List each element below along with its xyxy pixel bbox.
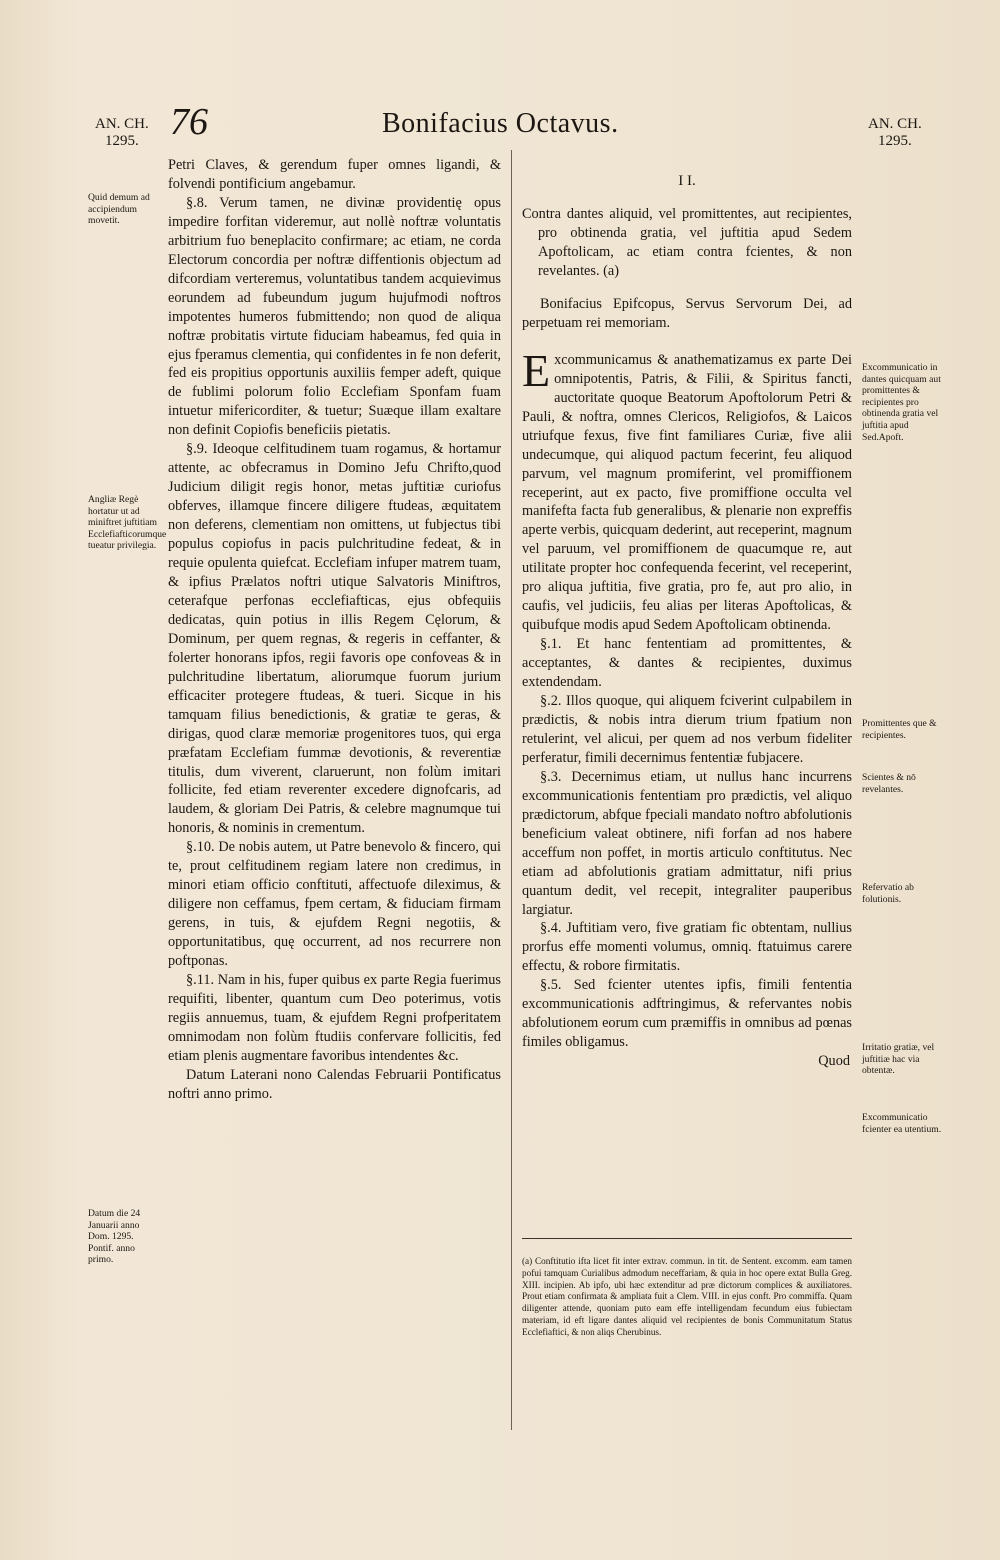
an-ch-label: AN. CH.	[95, 116, 149, 132]
margin-note-right: Excommunicatio fcienter ea utentium.	[862, 1112, 942, 1135]
page-number: 76	[170, 101, 208, 143]
margin-note-right: Irritatio gratiæ, vel juftitiæ hac via obtentæ.	[862, 1042, 935, 1077]
paragraph: §.11. Nam in his, fuper quibus ex parte Regia fuerimus requifiti, libenter, quantum cum Deo poterimus, votis regiis annuemus, tuam, & ejufdem Regni profperitatem omnimodam non folùm ftudiis confervare follicitis, fed etiam plenis augmentare favoribus intendentes &c.	[168, 971, 501, 1064]
left-text-column	[168, 156, 501, 1104]
paragraph: §.5. Sed fcienter utentes ipfis, fimili fententia excommunicationis adftringimus, & refervantes nobis abfolutionem eorum cum præmiffis in omnibus ad pœnas fimiles obligamus.	[522, 977, 852, 1051]
paragraph: §.4. Juftitiam vero, five gratiam fic obtentam, nullius prorfus effe momenti volumus, omniq. ftatuimus carere effectu, & robore firmitatis.	[522, 920, 852, 975]
running-title: Bonifacius Octavus.	[382, 108, 619, 139]
page-header	[0, 98, 1000, 158]
paragraph: Excommunicamus & anathematizamus ex parte Dei omnipotentis, Patris, & Filii, & Spiritus fancti, auctoritate quoque Beatorum Apoftolorum Petri & Pauli, & noftra, omnes Clericos, Religiofos, & Laicos utriufque fexus, five fint familiares Curiæ, five alii undecumque, qui aliquod pactum fecerint, feu aliquod parvum, vel magnum promiferint, vel promiffionem receperint, aut ex pacto, five promiffione occulta vel manifefta facta fub generalibus, & plenarie non expreffis aperte verbis, quicquam dederint, aut receperint, magnum vel paruum, vel promiffionem de quacumque re, aut utilitate propter hoc confequenda fecerint, vel receperint, pro aliqua juftitia, five gratia, pro fe, aut pro alio, in caufis, vel judiciis, feu alias per literas Apoftolicas, & quibufque modis apud Sedem Apoftolicam obtinenda.	[522, 344, 852, 634]
margin-note-right: Refervatio ab folutionis.	[862, 882, 914, 905]
margin-note-left: Quid demum ad accipiendum movetit.	[88, 192, 150, 227]
salutation: Bonifacius Epifcopus, Servus Servorum Dei, ad perpetuam rei memoriam.	[522, 295, 852, 331]
paragraph: Petri Claves, & gerendum fuper omnes ligandi, & folvendi pontificium angebamur.	[168, 157, 501, 192]
year-value: 1295.	[878, 133, 912, 149]
column-divider	[511, 150, 512, 1430]
margin-note-right: Promittentes que & recipientes.	[862, 718, 937, 741]
paragraph: §.10. De nobis autem, ut Patre benevolo & fincero, qui te, prout celfitudinem regiam latere non credimus, in minori etiam officio conftituti, affectuofe dileximus, & diligere non ceffamus, fpem certam, & fiduciam firmam gerens, in tuis, & ejufdem Regni negotiis, & opportunitatibus, quę occurrent, ad nos recurrere non poftponas.	[168, 839, 501, 970]
dating-clause: Datum Laterani nono Calendas Februarii Pontificatus noftri anno primo.	[168, 1066, 501, 1102]
footnote-rule	[522, 1238, 852, 1239]
paragraph: §.8. Verum tamen, ne divinæ providentię opus impedire forfitan videremur, aut nollè noftræ voluntatis arbitrium fuo beneplacito confirmare; ac etiam, ne corda Electorum concordia per noftræ diffentionis objectum ad difcordiam verteremus, voluntatibus tandem acquievimus eorundem ad fubeundum jugum hujufmodi noftros impotentes humeros fubmittendo; non quod de aliqua noftræ probitatis virtute fiduciam habeamus, fed quia in ejus fperamus clementia, qui confidentes in fe non deferit, fed eis propitius opportunis auxiliis femper adeft, quique de fublimi polorum folio Ecclefiam Sponfam fuam intuetur mifericorditer, & tuetur; Suæque illam exaltare non definit Copiofis beneficiis pietatis.	[168, 194, 501, 439]
paragraph: §.3. Decernimus etiam, ut nullus hanc incurrens excommunicationis fententiam pro prædictis, vel aliquo prædictorum, abfque fpeciali mandato noftro abfolutionis beneficium valeat obtinere, nifi forfan ad nos habere acceffum non poffet, in mortis articulo conftitutus. Nec etiam ad abfolutionis gratiam admittatur, nifi prius quantum dedit, vel recepit, integraliter pauperibus largiatur.	[522, 768, 852, 918]
margin-note-right: Excommunicatio in dantes quicquam aut promittentes & recipientes pro obtinenda gratia vel juftitia apud Sed.Apoft.	[862, 362, 941, 443]
paragraph: §.9. Ideoque celfitudinem tuam rogamus, & hortamur attente, ac obfecramus in Domino Jefu Chrifto,quod Judicium diligit regis honor, metas juftitiæ curiofus obferves, illamque fincere diligere ftudeas, æquitatem non deferens, clementiam non omittens, ut fubjectus tibi populus copiofus in pacis pulchritudine fedeat, & in requie opulenta quiefcat. Ecclefiam infuper matrem tuam, & ipfius Prælatos noftri utique Salvatoris Miniftros, ceterafque perfonas ecclefiafticas, ejus obfequiis dedicatas, quin potius in illis Regem Cęlorum, & Dominum, per quem regnas, & regeris in ceffanter, & folerter honorans ipfos, regii favoris ope confoveas & in pulchritudine libertatum, aliorumque fuorum jurium efficaciter protegere ftudeas, & tueri. Sicque in his tamquam filius benedictionis, & gratiæ te geras, & dirigas, quod claræ memoriæ progenitores tuos, qui erga præfatam Ecclefiam fummæ devotionis, & reverentiæ titulis, dum viverent, claruerunt, non folùm imitari follicite, fed etiam reverenter excedere dignofcaris, ad laudem, & gloriam Dei Patris, & celebre magnumque tui honoris, & nominis in crementum.	[168, 441, 501, 837]
footnote-text: (a) Conftitutio ifta licet fit inter extrav. commun. in tit. de Sentent. excomm. eam tamen pofui tamquam Curialibus admodum neceffariam, & quia in hoc opere extat Bulla Greg. XIII. incipien. Ab ipfo, ubi hæc extenditur ad præ dictorum complices & auxiliatores. Prout etiam confirmata & ampliata fuit a Clem. VIII. in ejus conft. Pro commiffa. Quam diligenter attende, quoniam puto eam effe intelligendam fecundum eius fubiectam materiam, id eft ligare dantes aliquid vel recipientes de bonis Communitatum Status Ecclefiaftici, & non aliqs Cherubinus.	[522, 1256, 852, 1337]
section-number: I I.	[678, 173, 696, 189]
year-value: 1295.	[105, 133, 139, 149]
catchword: Quod	[818, 1053, 850, 1070]
paragraph: §.2. Illos quoque, qui aliquem fciverint culpabilem in prædictis, & nobis intra dierum trium fpatium non retulerint, vel alicui, per quem ad nos verbum fideliter perferatur, fimili decernimus fententiæ fubjacere.	[522, 693, 852, 766]
margin-note-left: Datum die 24 Januarii anno Dom. 1295. Pontif. anno primo.	[88, 1208, 141, 1266]
constitution-title: Contra dantes aliquid, vel promittentes, aut recipientes, pro obtinenda gratia, vel juftitia apud Sedem Apoftolicam, ac etiam contra fcientes, & non revelantes. (a)	[522, 205, 852, 279]
margin-note-right: Scientes & nō revelantes.	[862, 772, 916, 795]
year-label-right	[868, 116, 922, 150]
footnote	[522, 1256, 852, 1339]
year-label-left	[95, 116, 149, 150]
margin-note-left: Angliæ Regè hortatur ut ad miniftret juftitiam Ecclefiafticorumque tueatur privilegia.	[88, 494, 167, 552]
paragraph: §.1. Et hanc fententiam ad promittentes, & acceptantes, & dantes & recipientes, duximus extendendam.	[522, 636, 852, 691]
an-ch-label: AN. CH.	[868, 116, 922, 132]
right-text-column	[522, 172, 852, 1071]
